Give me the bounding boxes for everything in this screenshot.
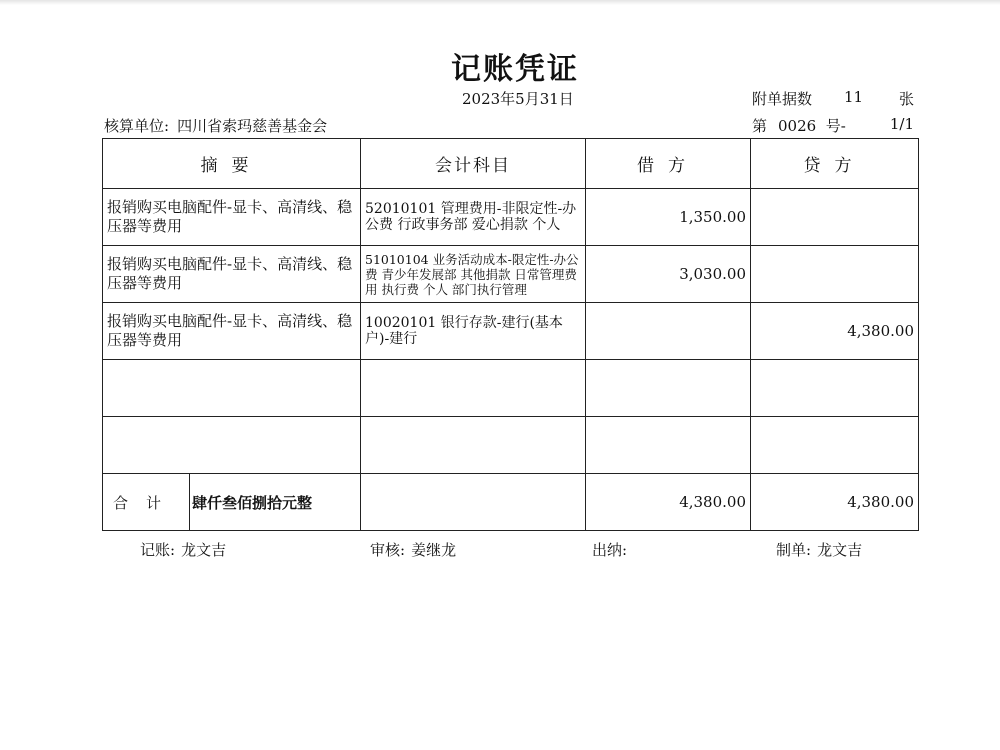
row-subject — [361, 417, 586, 474]
bookkeeper-name: 龙文吉 — [181, 541, 227, 559]
voucher-number-value: 0026 — [778, 117, 817, 135]
preparer-name: 龙文吉 — [817, 541, 863, 559]
accounting-unit — [104, 115, 327, 136]
voucher-title: 记账凭证 — [451, 52, 579, 87]
attachment-number: 11 — [844, 88, 864, 106]
row-debit — [586, 360, 751, 417]
voucher-number-body — [778, 115, 846, 136]
table-header-row — [103, 139, 919, 189]
row-credit — [751, 417, 919, 474]
row-credit — [751, 246, 919, 303]
row-subject: 51010104 业务活动成本-限定性-办公费 青少年发展部 其他捐款 日常管理费用 执行费 个人 部门执行管理 — [361, 246, 586, 303]
row-debit: 3,030.00 — [586, 246, 751, 303]
accounting-unit-label: 核算单位: — [104, 117, 170, 135]
footer-cashier — [592, 539, 633, 560]
header-summary: 摘要 — [103, 139, 361, 189]
voucher-table — [102, 138, 919, 531]
row-debit — [586, 417, 751, 474]
row-debit — [586, 303, 751, 360]
total-credit: 4,380.00 — [751, 474, 919, 531]
total-subject-empty — [361, 474, 586, 531]
total-amount-words: 肆仟叁佰捌拾元整 — [192, 493, 313, 512]
table-row — [103, 360, 919, 417]
attachment-label: 附单据数 — [752, 90, 813, 108]
reviewer-name: 姜继龙 — [411, 541, 457, 559]
attachment-unit: 张 — [898, 90, 914, 108]
row-summary: 报销购买电脑配件-显卡、高清线、稳压器等费用 — [103, 303, 361, 360]
table-row — [103, 417, 919, 474]
preparer-label: 制单: — [776, 541, 812, 559]
row-summary: 报销购买电脑配件-显卡、高清线、稳压器等费用 — [103, 246, 361, 303]
footer-bookkeeper — [140, 539, 226, 560]
voucher-date: 2023年5月31日 — [462, 90, 574, 108]
voucher-number-prefix: 第 — [752, 117, 768, 135]
cashier-label: 出纳: — [592, 541, 628, 559]
header-debit: 借方 — [586, 139, 751, 189]
total-row — [103, 474, 919, 531]
table-row — [103, 246, 919, 303]
accounting-unit-name: 四川省索玛慈善基金会 — [177, 117, 328, 135]
footer-preparer — [776, 539, 862, 560]
total-split — [103, 474, 360, 530]
header-credit: 贷方 — [751, 139, 919, 189]
row-summary — [103, 417, 361, 474]
header-subject: 会计科目 — [361, 139, 586, 189]
bookkeeper-label: 记账: — [140, 541, 176, 559]
row-summary — [103, 360, 361, 417]
row-credit: 4,380.00 — [751, 303, 919, 360]
total-split-cell — [103, 474, 361, 531]
total-label: 合计 — [103, 474, 190, 530]
voucher-page: 1/1 — [889, 115, 914, 133]
row-subject: 10020101 银行存款-建行(基本户)-建行 — [361, 303, 586, 360]
footer-reviewer — [370, 539, 456, 560]
table-row — [103, 189, 919, 246]
voucher-number — [752, 115, 914, 136]
scan-edge — [0, 0, 1000, 5]
voucher-number-suffix: 号- — [825, 117, 846, 135]
reviewer-label: 审核: — [370, 541, 406, 559]
row-credit — [751, 189, 919, 246]
row-credit — [751, 360, 919, 417]
attachment-count — [752, 88, 914, 109]
row-debit: 1,350.00 — [586, 189, 751, 246]
row-summary: 报销购买电脑配件-显卡、高清线、稳压器等费用 — [103, 189, 361, 246]
table-row — [103, 303, 919, 360]
total-debit: 4,380.00 — [586, 474, 751, 531]
row-subject: 52010101 管理费用-非限定性-办公费 行政事务部 爱心捐款 个人 — [361, 189, 586, 246]
row-subject — [361, 360, 586, 417]
